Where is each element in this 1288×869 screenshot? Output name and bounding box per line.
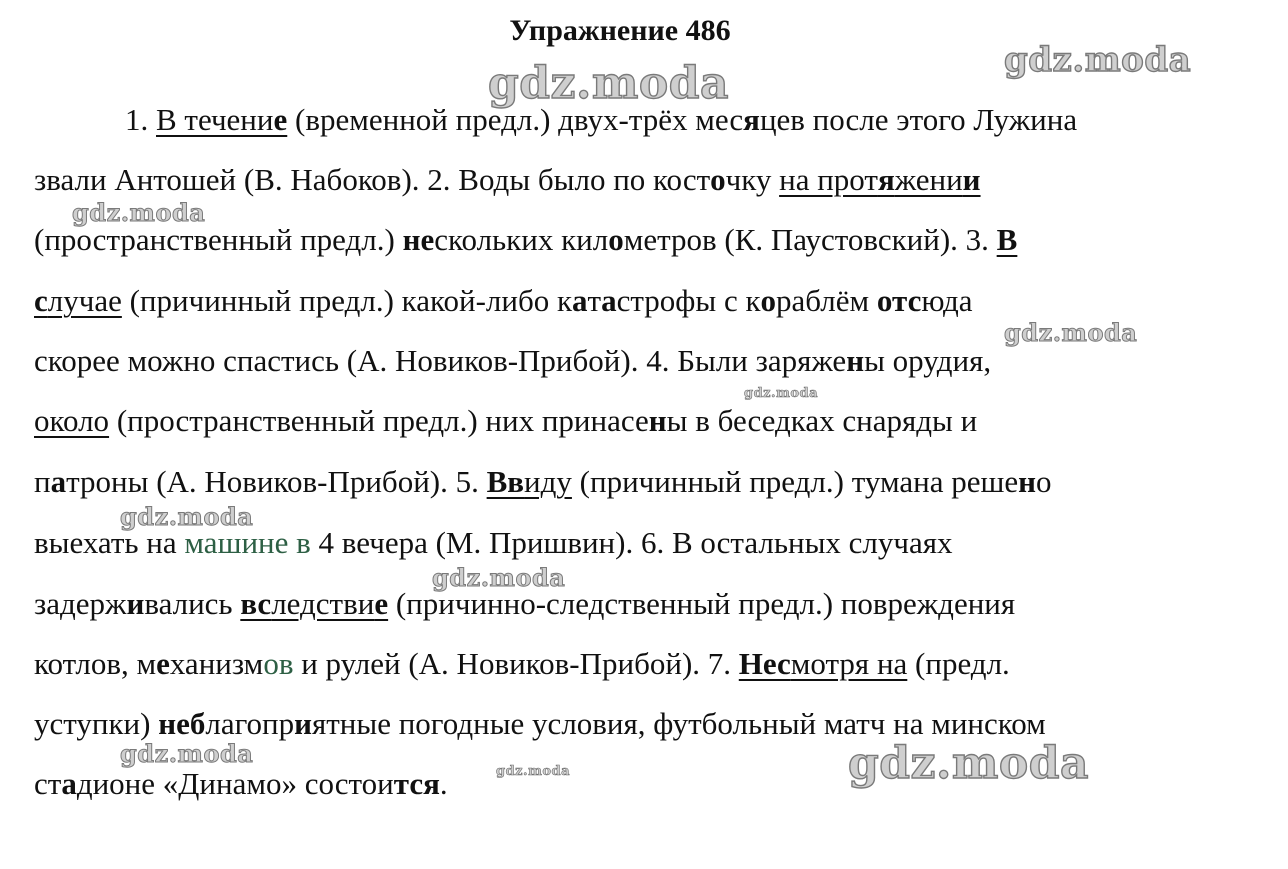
- underlined-preposition: Несмотря на: [738, 646, 908, 681]
- underlined-preposition: вследствие: [240, 586, 389, 621]
- text-line-10: котлов, механизмов и рулей (А. Новиков-Прибой). 7. Несмотря на (предл.: [34, 646, 1010, 681]
- text-line-5: скорее можно спастись (А. Новиков-Прибой). 4. Были заряжены орудия,: [34, 343, 992, 378]
- text-line-9: задерживались вследствие (причинно-следственный предл.) повреждения: [34, 586, 1016, 621]
- exercise-title: Упражнение 486: [509, 14, 731, 47]
- underlined-preposition: на протяжении: [779, 162, 981, 197]
- underlined-preposition: Ввиду: [486, 464, 572, 499]
- text-line-12: стадионе «Динамо» состоится.: [34, 766, 448, 801]
- watermark-logo: gdz.moda: [488, 58, 730, 109]
- watermark-logo: gdz.moda: [744, 386, 819, 401]
- text-line-1: 1. В течение (временной предл.) двух-трёх месяцев после этого Лужина: [125, 102, 1078, 137]
- text-line-3: (пространственный предл.) нескольких километров (К. Паустовский). 3. В: [34, 222, 1018, 257]
- watermark-logo: gdz.moda: [1004, 318, 1138, 347]
- text-line-2: звали Антошей (В. Набоков). 2. Воды было по косточку на протяжении: [34, 162, 981, 197]
- watermark-logo: gdz.moda: [72, 198, 206, 227]
- text-line-7: патроны (А. Новиков-Прибой). 5. Ввиду (причинный предл.) тумана решено: [34, 464, 1052, 499]
- watermark-logo: gdz.moda: [1004, 40, 1192, 80]
- underlined-preposition: В течение: [156, 102, 288, 137]
- watermark-logo: gdz.moda: [432, 563, 566, 592]
- watermark-logo: gdz.moda: [120, 739, 254, 768]
- watermark-logo: gdz.moda: [496, 764, 571, 779]
- text-line-8: выехать на машине в 4 вечера (М. Пришвин). 6. В остальных случаях: [34, 525, 953, 560]
- watermark-logo: gdz.moda: [848, 738, 1090, 789]
- watermark-logo: gdz.moda: [120, 502, 254, 531]
- text-line-4: случае (причинный предл.) какой-либо катастрофы с кораблём отсюда: [34, 283, 973, 318]
- text-line-11: уступки) неблагоприятные погодные условия, футбольный матч на минском: [34, 706, 1046, 741]
- underlined-preposition: случае: [34, 283, 122, 318]
- text-line-6: около (пространственный предл.) них принасены в беседках снаряды и: [34, 403, 978, 438]
